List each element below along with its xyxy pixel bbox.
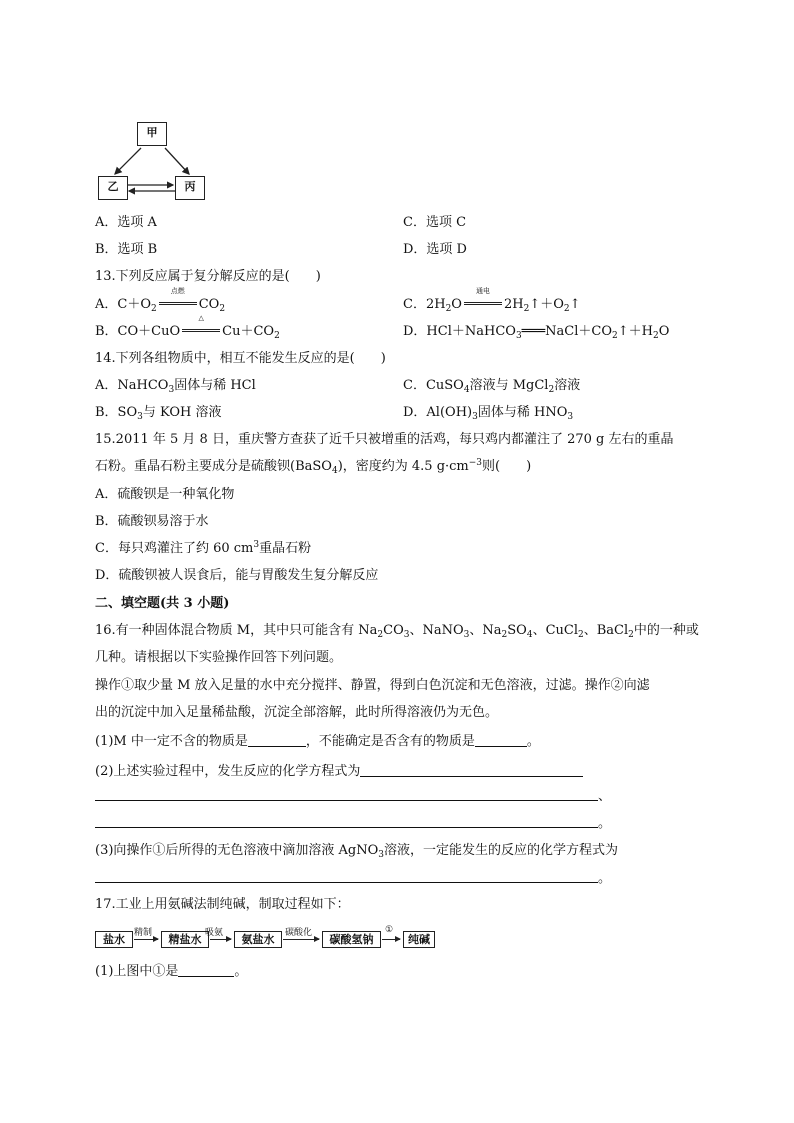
flow-arrow <box>283 939 319 940</box>
answer-line[interactable] <box>95 800 598 801</box>
flow-label: 精制 <box>134 928 153 938</box>
q16-part3: (3)向操作①后所得的无色溶液中滴加溶液 AgNO$_3$溶液，一定能发生的反应的化学方程式为 <box>95 843 619 860</box>
flow-step-soda-ash: 纯碱 <box>403 931 435 948</box>
condition-label: △ <box>198 314 204 322</box>
flow-step-saltwater: 盐水 <box>95 931 133 948</box>
q12-option-a: A．选项 A <box>95 215 157 230</box>
condition-label: 点燃 <box>170 287 185 295</box>
separator-mark: 、 <box>598 789 612 804</box>
q15-option-c: C．每只鸡灌注了约 60 $cm^3$重晶石粉 <box>95 540 312 556</box>
q14-stem: 14.下列各组物质中，相互不能发生反应的是( ) <box>95 351 386 366</box>
q15-option-d: D．硫酸钡被人误食后，能与胃酸发生复分解反应 <box>95 568 379 583</box>
q12-option-b: B．选项 B <box>95 242 158 257</box>
q13-option-a: A．$C+O_2$ 点燃 $CO_2$ <box>95 287 226 314</box>
q13-option-c: C．$2H_2O$ 通电 $2H_2↑+O_2↑$ <box>403 287 581 314</box>
node-bing: 丙 <box>175 176 205 200</box>
flow-step-sodium-bicarbonate: 碳酸氢钠 <box>322 931 381 948</box>
q17-stem: 17.工业上用氨碱法制纯碱，制取过程如下： <box>95 897 350 912</box>
node-yi: 乙 <box>98 176 128 200</box>
q13-option-d: D．$HCl+NaHCO_3═══NaCl+CO_2↑+H_2O$ <box>403 324 670 341</box>
flow-arrow <box>210 939 231 940</box>
period-mark: 。 <box>598 816 612 831</box>
flow-step-ammonia-brine: 氨盐水 <box>234 931 282 948</box>
q13-stem: 13.下列反应属于复分解反应的是( ) <box>95 269 321 284</box>
q12-option-c: C．选项 C <box>403 215 467 230</box>
q14-option-c: C．CuSO$_4$溶液与 MgCl$_2$溶液 <box>403 378 581 395</box>
flow-label: 吸氨 <box>205 928 224 938</box>
flow-label: ① <box>385 925 394 935</box>
period-mark: 。 <box>598 871 612 886</box>
answer-blank[interactable] <box>178 962 234 977</box>
q16-line2: 几种。请根据以下实验操作回答下列问题。 <box>95 650 343 665</box>
process-flow <box>95 925 435 949</box>
flow-step-refined-brine: 精盐水 <box>161 931 209 948</box>
q16-line3: 操作①取少量 M 放入足量的水中充分搅拌、静置，得到白色沉淀和无色溶液，过滤。操作②向滤 <box>95 678 650 693</box>
section-heading: 二、填空题(共 3 小题) <box>95 596 230 611</box>
q15-option-b: B．硫酸钡易溶于水 <box>95 514 209 529</box>
q15-line2: 石粉。重晶石粉主要成分是硫酸钡(BaSO$_4$)，密度约为 4.5 $g\cdot cm^{-3}$则( ) <box>95 458 532 476</box>
q13-option-b: B．CO＋CuO △ $Cu+CO_2$ <box>95 314 280 341</box>
answer-line[interactable] <box>95 827 598 828</box>
q16-line4: 出的沉淀中加入足量稀盐酸，沉淀全部溶解，此时所得溶液仍为无色。 <box>95 705 499 720</box>
answer-blank[interactable] <box>248 732 306 747</box>
q16-line1: 16.有一种固体混合物质 M，其中只可能含有 $Na_2CO_3$、NaNO$_3$、$Na_2SO_4$、CuCl$_2$、BaCl$_2$中的一种或 <box>95 623 699 640</box>
q14-option-b: B．$SO_3$与 KOH 溶液 <box>95 405 222 422</box>
q16-part1: (1)M 中一定不含的物质是 ，不能确定是否含有的物质是 。 <box>95 734 540 749</box>
answer-blank[interactable] <box>360 762 583 777</box>
q12-option-d: D．选项 D <box>403 242 467 257</box>
q14-option-a: A．NaHCO$_3$固体与稀 HCl <box>95 378 256 395</box>
node-jia: 甲 <box>137 122 167 146</box>
q17-part1: (1)上图中①是 。 <box>95 964 248 979</box>
flow-arrow <box>134 939 158 940</box>
q14-option-d: D．$Al(OH)_3$固体与稀 $HNO_3$ <box>403 405 574 422</box>
q16-part2: (2)上述实验过程中，发生反应的化学方程式为 <box>95 762 583 781</box>
flow-arrow <box>382 939 400 940</box>
condition-label: 通电 <box>475 287 490 295</box>
answer-blank[interactable] <box>475 732 527 747</box>
q15-line1: 15.2011 年 5 月 8 日，重庆警方查获了近千只被增重的活鸡，每只鸡内都灌注了 270 g 左右的重晶 <box>95 432 674 447</box>
answer-line[interactable] <box>95 882 598 883</box>
q15-option-a: A．硫酸钡是一种氧化物 <box>95 487 235 502</box>
triangle-diagram <box>95 118 210 204</box>
flow-label: 碳酸化 <box>285 928 313 938</box>
